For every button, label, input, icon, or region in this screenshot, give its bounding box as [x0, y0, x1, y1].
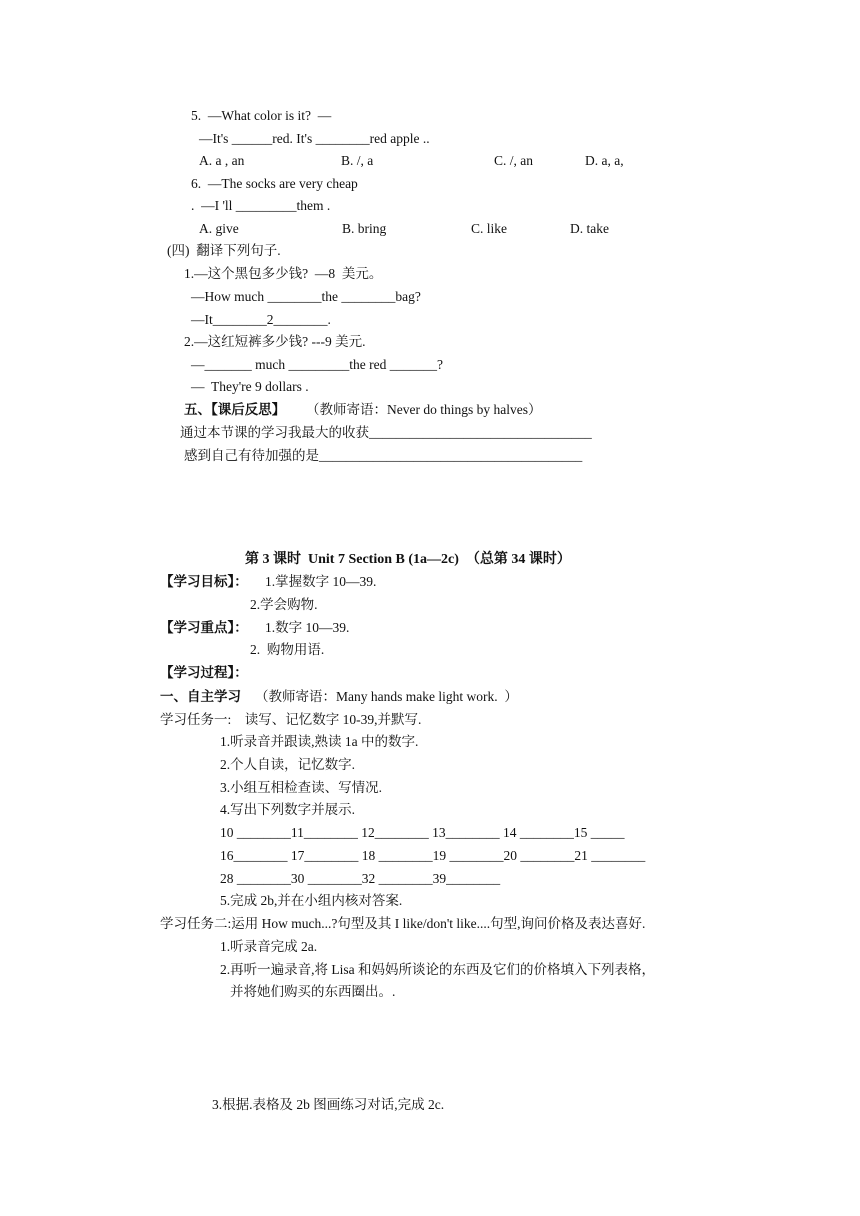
learning-goals-heading: 【学习目标】： [160, 574, 248, 589]
translate-1: 1.—这个黑包多少钱? —8 美元。 [184, 266, 383, 281]
self-study-teacher-note: （教师寄语：Many hands make light work. ） [255, 689, 518, 704]
option-5a: A. a , an [199, 153, 245, 168]
question-5-blank-line: —It's ______red. It's ________red apple .. [199, 131, 430, 146]
key-points-heading: 【学习重点】： [160, 620, 248, 635]
task-1-step-3: 3.小组互相检查读、写情况. [220, 780, 382, 795]
option-6c: C. like [471, 221, 507, 236]
task-1-step-5: 5.完成 2b,并在小组内核对答案. [220, 893, 403, 908]
self-study-heading: 一、自主学习 [160, 689, 241, 704]
translate-2-line-a: —_______ much _________the red _______? [191, 357, 443, 372]
numbers-row-1: 10 ________11________ 12________ 13________ 14 ________15 _____ [220, 825, 625, 840]
lesson-title: 第 3 课时 Unit 7 Section B (1a—2c) （总第 34 课时） [245, 552, 571, 567]
task-1-step-4: 4.写出下列数字并展示. [220, 802, 355, 817]
translate-2: 2.—这红短裤多少钱? ---9 美元. [184, 334, 366, 349]
reflection-gain-line: 通过本节课的学习我最大的收获_________________________________ [180, 425, 592, 440]
translate-2-line-b: — They're 9 dollars . [191, 379, 309, 394]
question-6-blank-line: . —I 'll _________them . [191, 198, 331, 213]
option-6b: B. bring [342, 221, 387, 236]
task-2-step-2-cont: 并将她们购买的东西圈出。. [230, 984, 396, 999]
task-1-step-1: 1.听录音并跟读,熟读 1a 中的数字. [220, 734, 419, 749]
section-5-heading: 五、【课后反思】 [184, 402, 286, 417]
option-5c: C. /, an [494, 153, 533, 168]
question-5: 5. —What color is it? — [191, 108, 332, 123]
option-5b: B. /, a [341, 153, 374, 168]
reflection-improve-line: 感到自己有待加强的是_______________________________________ [184, 448, 583, 463]
section-4-heading: (四) 翻译下列句子. [167, 243, 281, 258]
translate-1-line-a: —How much ________the ________bag? [191, 289, 421, 304]
option-5d: D. a, a, [585, 153, 624, 168]
option-6d: D. take [570, 221, 609, 236]
learning-goal-2: 2.学会购物. [250, 597, 318, 612]
task-2-step-3: 3.根据.表格及 2b 图画练习对话,完成 2c. [212, 1097, 445, 1112]
question-6: 6. —The socks are very cheap [191, 176, 358, 191]
key-point-1: 1.数字 10—39. [265, 620, 350, 635]
task-2-step-2: 2.再听一遍录音,将 Lisa 和妈妈所谈论的东西及它们的价格填入下列表格， [220, 962, 655, 977]
learning-goal-1: 1.掌握数字 10—39. [265, 574, 377, 589]
section-5-teacher-note: （教师寄语：Never do things by halves） [306, 402, 542, 417]
translate-1-line-b: —It________2________. [191, 312, 331, 327]
numbers-row-3: 28 ________30 ________32 ________39________ [220, 871, 501, 886]
task-2-step-1: 1.听录音完成 2a. [220, 939, 318, 954]
numbers-row-2: 16________ 17________ 18 ________19 ________20 ________21 ________ [220, 848, 646, 863]
key-point-2: 2. 购物用语. [250, 642, 325, 657]
option-6a: A. give [199, 221, 239, 236]
task-1-step-2: 2.个人自读，记忆数字. [220, 757, 355, 772]
task-2-heading: 学习任务二:运用 How much...?句型及其 I like/don't like....句型,询问价格及表达喜好. [160, 916, 646, 931]
learning-process-heading: 【学习过程】： [160, 665, 248, 680]
task-1-heading: 学习任务一: 读写、记忆数字 10-39,并默写. [160, 712, 422, 727]
